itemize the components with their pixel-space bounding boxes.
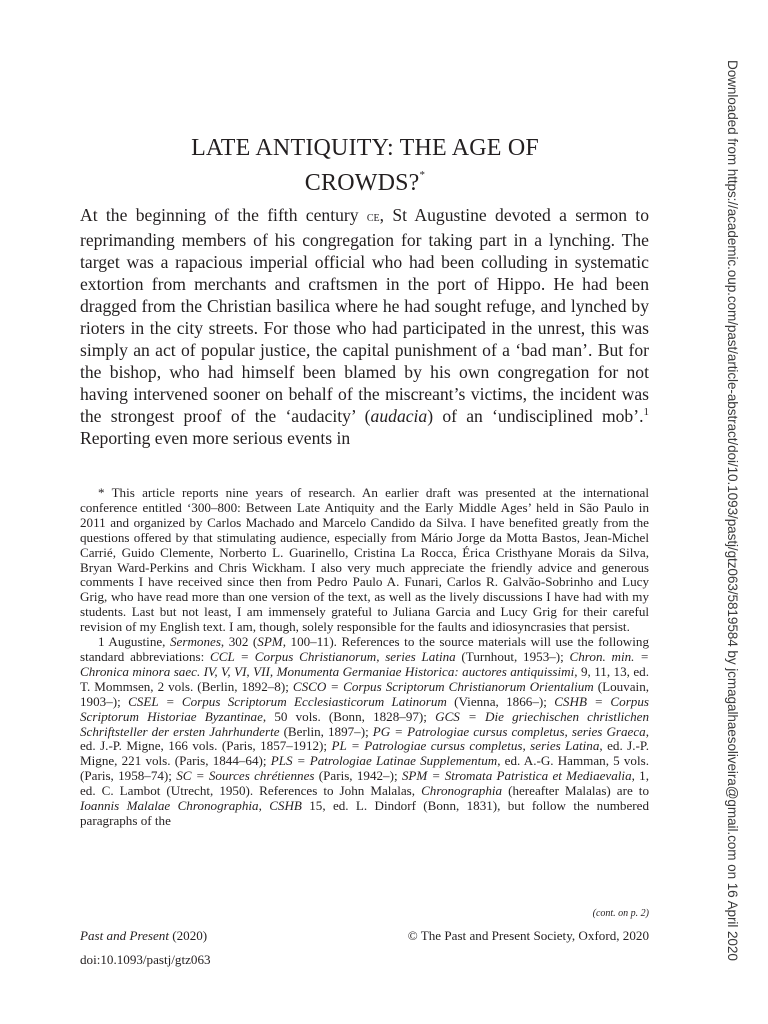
- footnotes: [80, 486, 649, 829]
- footnote-1: [80, 635, 649, 829]
- footnote-1-segment: Ioannis Malalae Chronographia: [80, 798, 259, 814]
- download-watermark-text: Downloaded from https://academic.oup.com/past/article-abstract/doi/10.1093/pastj/gtz063/5819584 by jcmagalhaesoliveira@gmail.com on 16 April 2020: [725, 60, 740, 961]
- body-text-4: Reporting even more serious events in: [80, 428, 351, 448]
- title-line-2-text: CROWDS?: [304, 170, 420, 196]
- era-abbreviation: ce: [366, 210, 380, 225]
- title-line-1: LATE ANTIQUITY: THE AGE OF: [191, 135, 539, 161]
- title-footnote-marker: *: [419, 169, 426, 181]
- journal-year: (2020): [168, 928, 208, 943]
- footnote-1-segment: Sermones: [170, 634, 221, 650]
- footnote-1-segment: (Vienna, 1866–);: [446, 693, 555, 709]
- footnote-1-segment: SC = Sources chrétiennes: [176, 768, 315, 784]
- doi[interactable]: doi:10.1093/pastj/gtz063: [80, 952, 211, 967]
- journal-name: [80, 928, 207, 944]
- footnote-1-segment: 1 Augustine,: [98, 634, 170, 650]
- footnote-1-segment: , ed. J.-P. Migne, 221 vols. (Paris, 1844–64);: [80, 738, 649, 769]
- footnote-1-segment: SPM: [257, 634, 283, 650]
- download-watermark: [722, 60, 742, 980]
- footnote-1-segment: PG = Patrologiae cursus completus, series Graeca: [372, 723, 646, 739]
- footnote-1-segment: Chron. min. = Chronica minora saec. IV, V, VI, VII, Monumenta Germaniae Historica: auctores antiquissimi: [80, 648, 649, 679]
- footnote-reference-1[interactable]: 1: [643, 406, 649, 418]
- body-text-1: At the beginning of the fifth century: [80, 205, 367, 225]
- footnote-1-segment: (hereafter Malalas) are to: [502, 783, 649, 799]
- footnote-1-segment: PL = Patrologiae cursus completus, series Latina: [331, 738, 600, 754]
- footnote-1-segment: , ed. J.-P. Migne, 166 vols. (Paris, 1857–1912);: [80, 723, 649, 754]
- footnote-1-segment: CCL = Corpus Christianorum, series Latina: [210, 648, 456, 664]
- footnote-1-segment: ,: [258, 798, 270, 814]
- body-text-3: ) of an ‘undisciplined mob’.: [427, 406, 644, 426]
- footnote-1-segment: CSCO = Corpus Scriptorum Christianorum Orientalium: [292, 678, 594, 694]
- footnote-1-segment: Chronographia: [421, 783, 503, 799]
- body-paragraph: [80, 204, 649, 449]
- footnote-1-segment: 15, ed. L. Dindorf (Bonn, 1831), but follow the numbered paragraphs of the: [80, 798, 650, 828]
- continuation-note: (cont. on p. 2): [592, 908, 649, 919]
- footnote-1-segment: CSHB = Corpus Scriptorum Historiae Byzantinae: [80, 693, 649, 724]
- footnote-1-segment: PLS = Patrologiae Latinae Supplementum: [270, 753, 498, 769]
- footnote-1-segment: GCS = Die griechischen christlichen Schriftsteller der ersten Jahrhunderte: [80, 708, 650, 739]
- body-text-2: , St Augustine devoted a sermon to reprimanding members of his congregation for taking part in a lynching. The target was a rapacious imperial official who had been colluding in systematic extortion from merchants and craftsmen in the port of Hippo. He had been dragged from the Christian basilica where he had sought refuge, and lynched by rioters in the city streets. For those who had participated in the unrest, this was simply an act of popular justice, the capital punishment of a ‘bad man’. But for the bishop, who had himself been blamed by his own congregation for not having intervened sooner on behalf of the miscreant’s victims, the incident was the strongest proof of the ‘audacity’ (: [80, 205, 649, 426]
- footnote-1-segment: CSHB: [269, 798, 302, 814]
- footnote-1-segment: , 302 (: [220, 634, 258, 650]
- footnote-1-segment: , 9, 11, 13, ed. T. Mommsen, 2 vols. (Berlin, 1892–8);: [80, 663, 650, 694]
- journal-title: Past and Present: [80, 928, 169, 943]
- title-line-2: [80, 162, 650, 197]
- copyright-notice: © The Past and Present Society, Oxford, 2020: [407, 928, 649, 943]
- footnote-1-segment: (Berlin, 1897–);: [279, 723, 373, 739]
- footnote-star: * This article reports nine years of research. An earlier draft was presented at the international conference entitled ‘300–800: Between Late Antiquity and the Early Middle Ages’ held in São Paulo in 2011 and organized by Carlos Machado and Marcelo Candido da Silva. I have benefited greatly from the questions offered by that stimulating audience, especially from Mário Jorge da Motta Bastos, Jean-Michel Carrié, Guido Clemente, Norberto L. Guarinello, Cristina La Rocca, Érica Cristhyane Morais da Silva, Bryan Ward-Perkins and Chris Wickham. I also very much appreciate the friendly advice and generous comments I have received since then from Pedro Paulo A. Funari, Carlos R. Galvão-Sobrinho and Lucy Grig, who have read more than one version of the text, as well as the lively discussions I have had with my students. Last but not least, I am immensely grateful to Juliana Garcia and Lucy Grig for their careful revision of my English text. I am, though, solely responsible for the faults and idiosyncrasies that persist.: [80, 485, 649, 635]
- latin-term: audacia: [370, 406, 428, 426]
- footnote-1-segment: , 100–11). References to the source materials will use the following standard abbreviations:: [80, 634, 649, 664]
- footnote-1-segment: (Louvain, 1903–);: [80, 678, 650, 709]
- article-title: [80, 135, 650, 197]
- footnote-1-segment: , ed. A.-G. Hamman, 5 vols. (Paris, 1958–74);: [80, 753, 649, 784]
- footnote-1-segment: (Paris, 1942–);: [314, 768, 402, 784]
- footnote-1-segment: SPM = Stromata Patristica et Mediaevalia: [401, 768, 632, 784]
- footnote-1-segment: (Turnhout, 1953–);: [455, 648, 570, 664]
- footnote-1-segment: , 1, ed. C. Lambot (Utrecht, 1950). References to John Malalas,: [80, 768, 649, 799]
- footnote-1-segment: CSEL = Corpus Scriptorum Ecclesiasticorum Latinorum: [128, 693, 447, 709]
- footnote-1-segment: , 50 vols. (Bonn, 1828–97);: [262, 708, 436, 724]
